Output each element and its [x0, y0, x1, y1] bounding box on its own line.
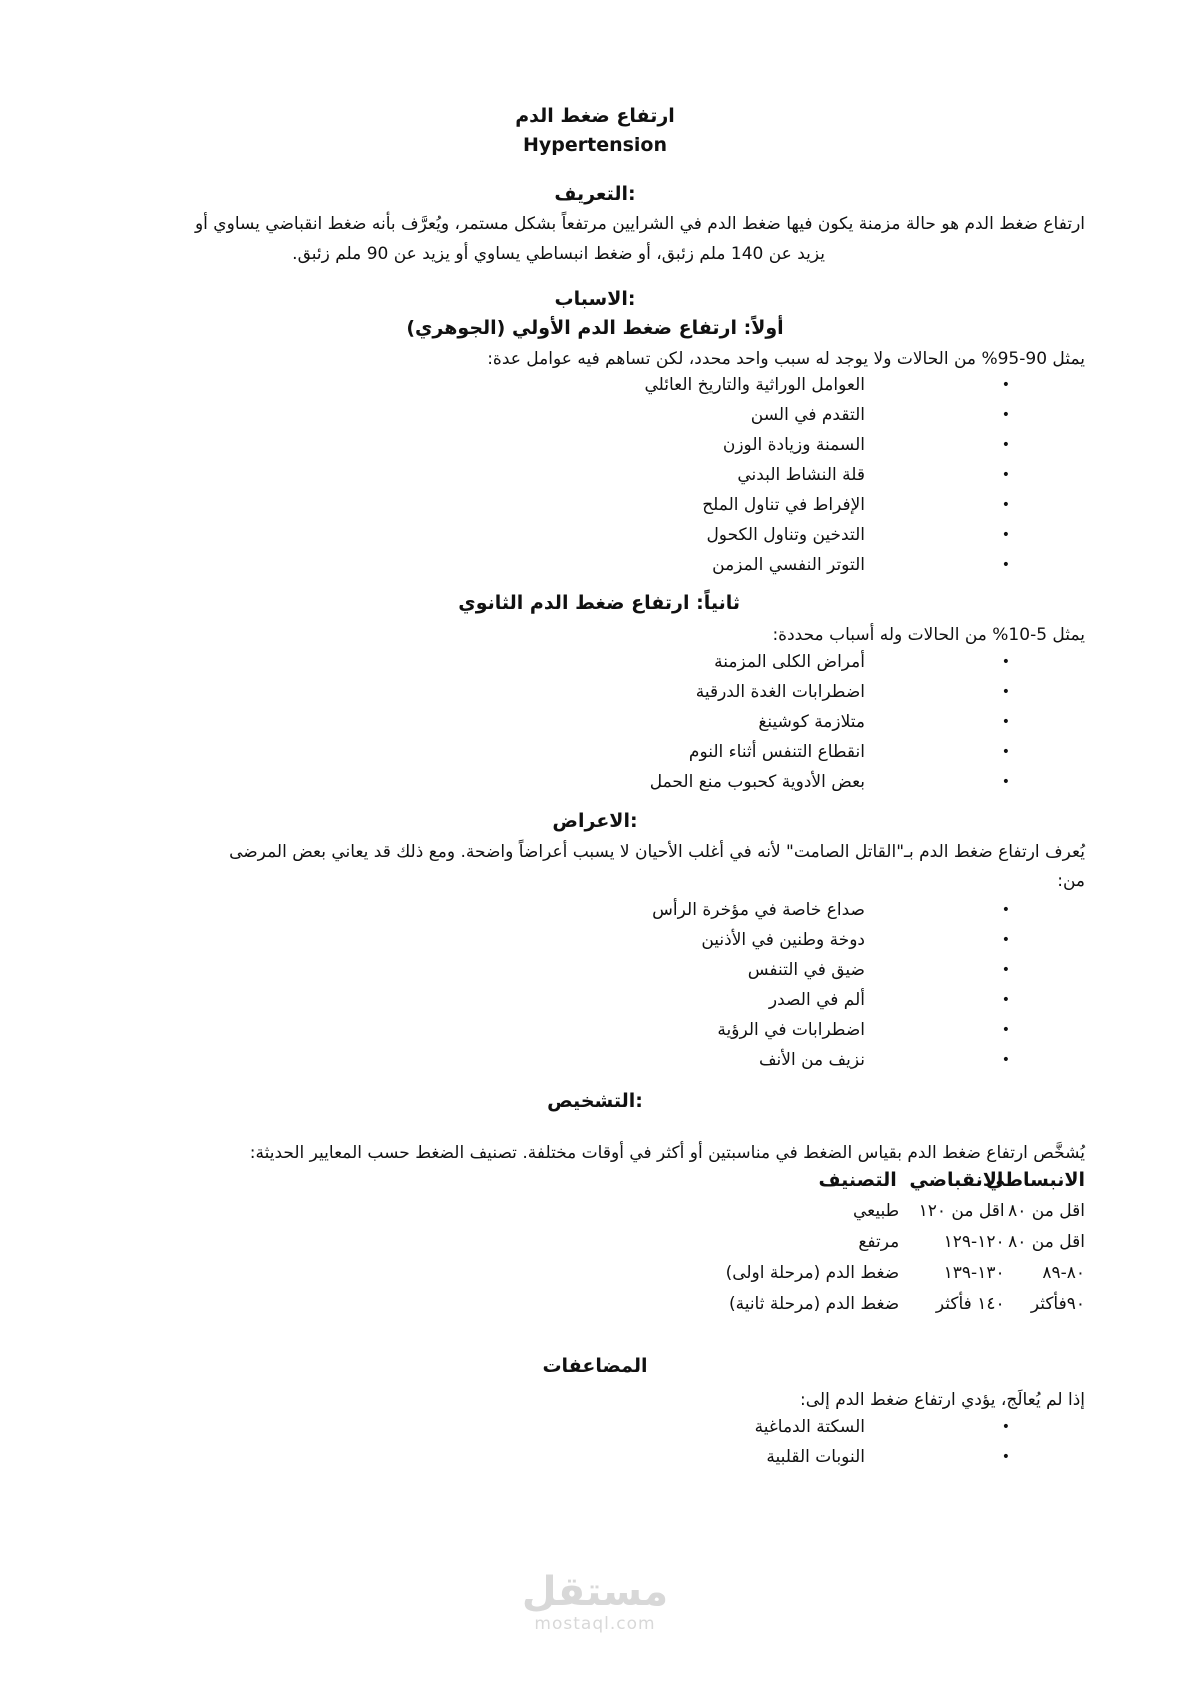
list-item: • السمنة وزيادة الوزن [644, 430, 1010, 460]
symptoms-heading: الاعراض: [552, 810, 638, 832]
list-item: • النوبات القلبية [755, 1442, 1010, 1472]
primary-heading: أولاً: ارتفاع ضغط الدم الأولي (الجوهري) [406, 317, 784, 339]
table-cell: اقل من ٨٠ [1008, 1232, 1085, 1252]
definition-line-1: ارتفاع ضغط الدم هو حالة مزمنة يكون فيها ضغط الدم في الشرايين مرتفعاً بشكل مستمر، ويُعرَّف بأنه ضغط انقباضي يساوي أو [194, 214, 1085, 234]
table-header-row [637, 1165, 1085, 1196]
table-cell: ضغط الدم (مرحلة اولى) [725, 1263, 900, 1283]
list-item: • العوامل الوراثية والتاريخ العائلي [644, 370, 1010, 400]
symptoms-line-2: من: [1057, 871, 1085, 891]
list-item: • ضيق في التنفس [652, 955, 1010, 985]
table-cell: ٩٠فأكثر [1030, 1294, 1085, 1314]
bullet-icon: • [1001, 714, 1010, 730]
secondary-causes-list [650, 647, 1010, 797]
bullet-icon: • [1001, 437, 1010, 453]
list-item: • التقدم في السن [644, 400, 1010, 430]
list-item: • ألم في الصدر [652, 985, 1010, 1015]
title-arabic: ارتفاع ضغط الدم [515, 105, 675, 127]
list-item: • دوخة وطنين في الأذنين [652, 925, 1010, 955]
bullet-icon: • [1001, 557, 1010, 573]
diagnosis-intro: يُشخَّص ارتفاع ضغط الدم بقياس الضغط في مناسبتين أو أكثر في أوقات مختلفة. تصنيف الضغط حسب المعايير الحديثة: [249, 1143, 1085, 1163]
table-row [637, 1258, 1085, 1289]
table-cell: اقل من ٨٠ [1008, 1201, 1085, 1221]
complications-intro: إذا لم يُعالَج، يؤدي ارتفاع ضغط الدم إلى: [800, 1390, 1085, 1410]
table-row [637, 1227, 1085, 1258]
bullet-icon: • [1001, 377, 1010, 393]
table-cell: ١٣٠-١٣٩ [943, 1263, 1005, 1283]
bullet-icon: • [1001, 407, 1010, 423]
list-item: • قلة النشاط البدني [644, 460, 1010, 490]
classification-table [637, 1165, 1085, 1320]
list-item: • الإفراط في تناول الملح [644, 490, 1010, 520]
column-header: الانقباضي [909, 1169, 1004, 1191]
bullet-icon: • [1001, 902, 1010, 918]
table-cell: ١٤٠ فأكثر [935, 1294, 1005, 1314]
definition-line-2: يزيد عن 140 ملم زئبق، أو ضغط انبساطي يساوي أو يزيد عن 90 ملم زئبق. [292, 244, 825, 264]
symptoms-list [652, 895, 1010, 1075]
definition-heading: التعريف: [554, 183, 636, 205]
list-item: • بعض الأدوية كحبوب منع الحمل [650, 767, 1010, 797]
bullet-icon: • [1001, 497, 1010, 513]
bullet-icon: • [1001, 527, 1010, 543]
bullet-icon: • [1001, 467, 1010, 483]
table-row [637, 1196, 1085, 1227]
list-item: • صداع خاصة في مؤخرة الرأس [652, 895, 1010, 925]
causes-heading: الاسباب: [554, 288, 636, 310]
watermark-arabic: مستقل [521, 1569, 669, 1615]
list-item: • انقطاع التنفس أثناء النوم [650, 737, 1010, 767]
list-item: • أمراض الكلى المزمنة [650, 647, 1010, 677]
table-cell: ٨٠-٨٩ [1042, 1263, 1085, 1283]
secondary-heading: ثانياً: ارتفاع ضغط الدم الثانوي [458, 592, 740, 614]
bullet-icon: • [1001, 1022, 1010, 1038]
list-item: • متلازمة كوشينغ [650, 707, 1010, 737]
table-cell: مرتفع [858, 1232, 900, 1252]
primary-causes-list [644, 370, 1010, 580]
bullet-icon: • [1001, 774, 1010, 790]
table-row [637, 1289, 1085, 1320]
table-cell: اقل من ١٢٠ [918, 1201, 1005, 1221]
list-item: • نزيف من الأنف [652, 1045, 1010, 1075]
bullet-icon: • [1001, 932, 1010, 948]
bullet-icon: • [1001, 1449, 1010, 1465]
list-item: • التدخين وتناول الكحول [644, 520, 1010, 550]
bullet-icon: • [1001, 962, 1010, 978]
table-cell: ضغط الدم (مرحلة ثانية) [728, 1294, 900, 1314]
bullet-icon: • [1001, 744, 1010, 760]
bullet-icon: • [1001, 1419, 1010, 1435]
watermark-english: mostaql.com [534, 1614, 656, 1634]
diagnosis-heading: التشخيص: [547, 1090, 643, 1112]
list-item: • السكتة الدماغية [755, 1412, 1010, 1442]
list-item: • اضطرابات الغدة الدرقية [650, 677, 1010, 707]
table-cell: ١٢٠-١٢٩ [943, 1232, 1005, 1252]
symptoms-line-1: يُعرف ارتفاع ضغط الدم بـ"القاتل الصامت" لأنه في أغلب الأحيان لا يسبب أعراضاً واضحة. ومع ذلك قد يعاني بعض المرضى [229, 842, 1085, 862]
column-header: الانبساطي [985, 1169, 1085, 1191]
table-cell: طبيعي [853, 1201, 900, 1221]
complications-heading: المضاعفات [542, 1355, 648, 1377]
watermark-logo [520, 1570, 670, 1634]
bullet-icon: • [1001, 1052, 1010, 1068]
column-header: التصنيف [818, 1169, 897, 1191]
complications-list [755, 1412, 1010, 1472]
bullet-icon: • [1001, 654, 1010, 670]
list-item: • اضطرابات في الرؤية [652, 1015, 1010, 1045]
secondary-intro: يمثل 5-10% من الحالات وله أسباب محددة: [772, 625, 1085, 645]
list-item: • التوتر النفسي المزمن [644, 550, 1010, 580]
bullet-icon: • [1001, 684, 1010, 700]
bullet-icon: • [1001, 992, 1010, 1008]
primary-intro: يمثل 90-95% من الحالات ولا يوجد له سبب واحد محدد، لكن تساهم فيه عوامل عدة: [487, 349, 1085, 369]
title-english: Hypertension [522, 134, 668, 156]
